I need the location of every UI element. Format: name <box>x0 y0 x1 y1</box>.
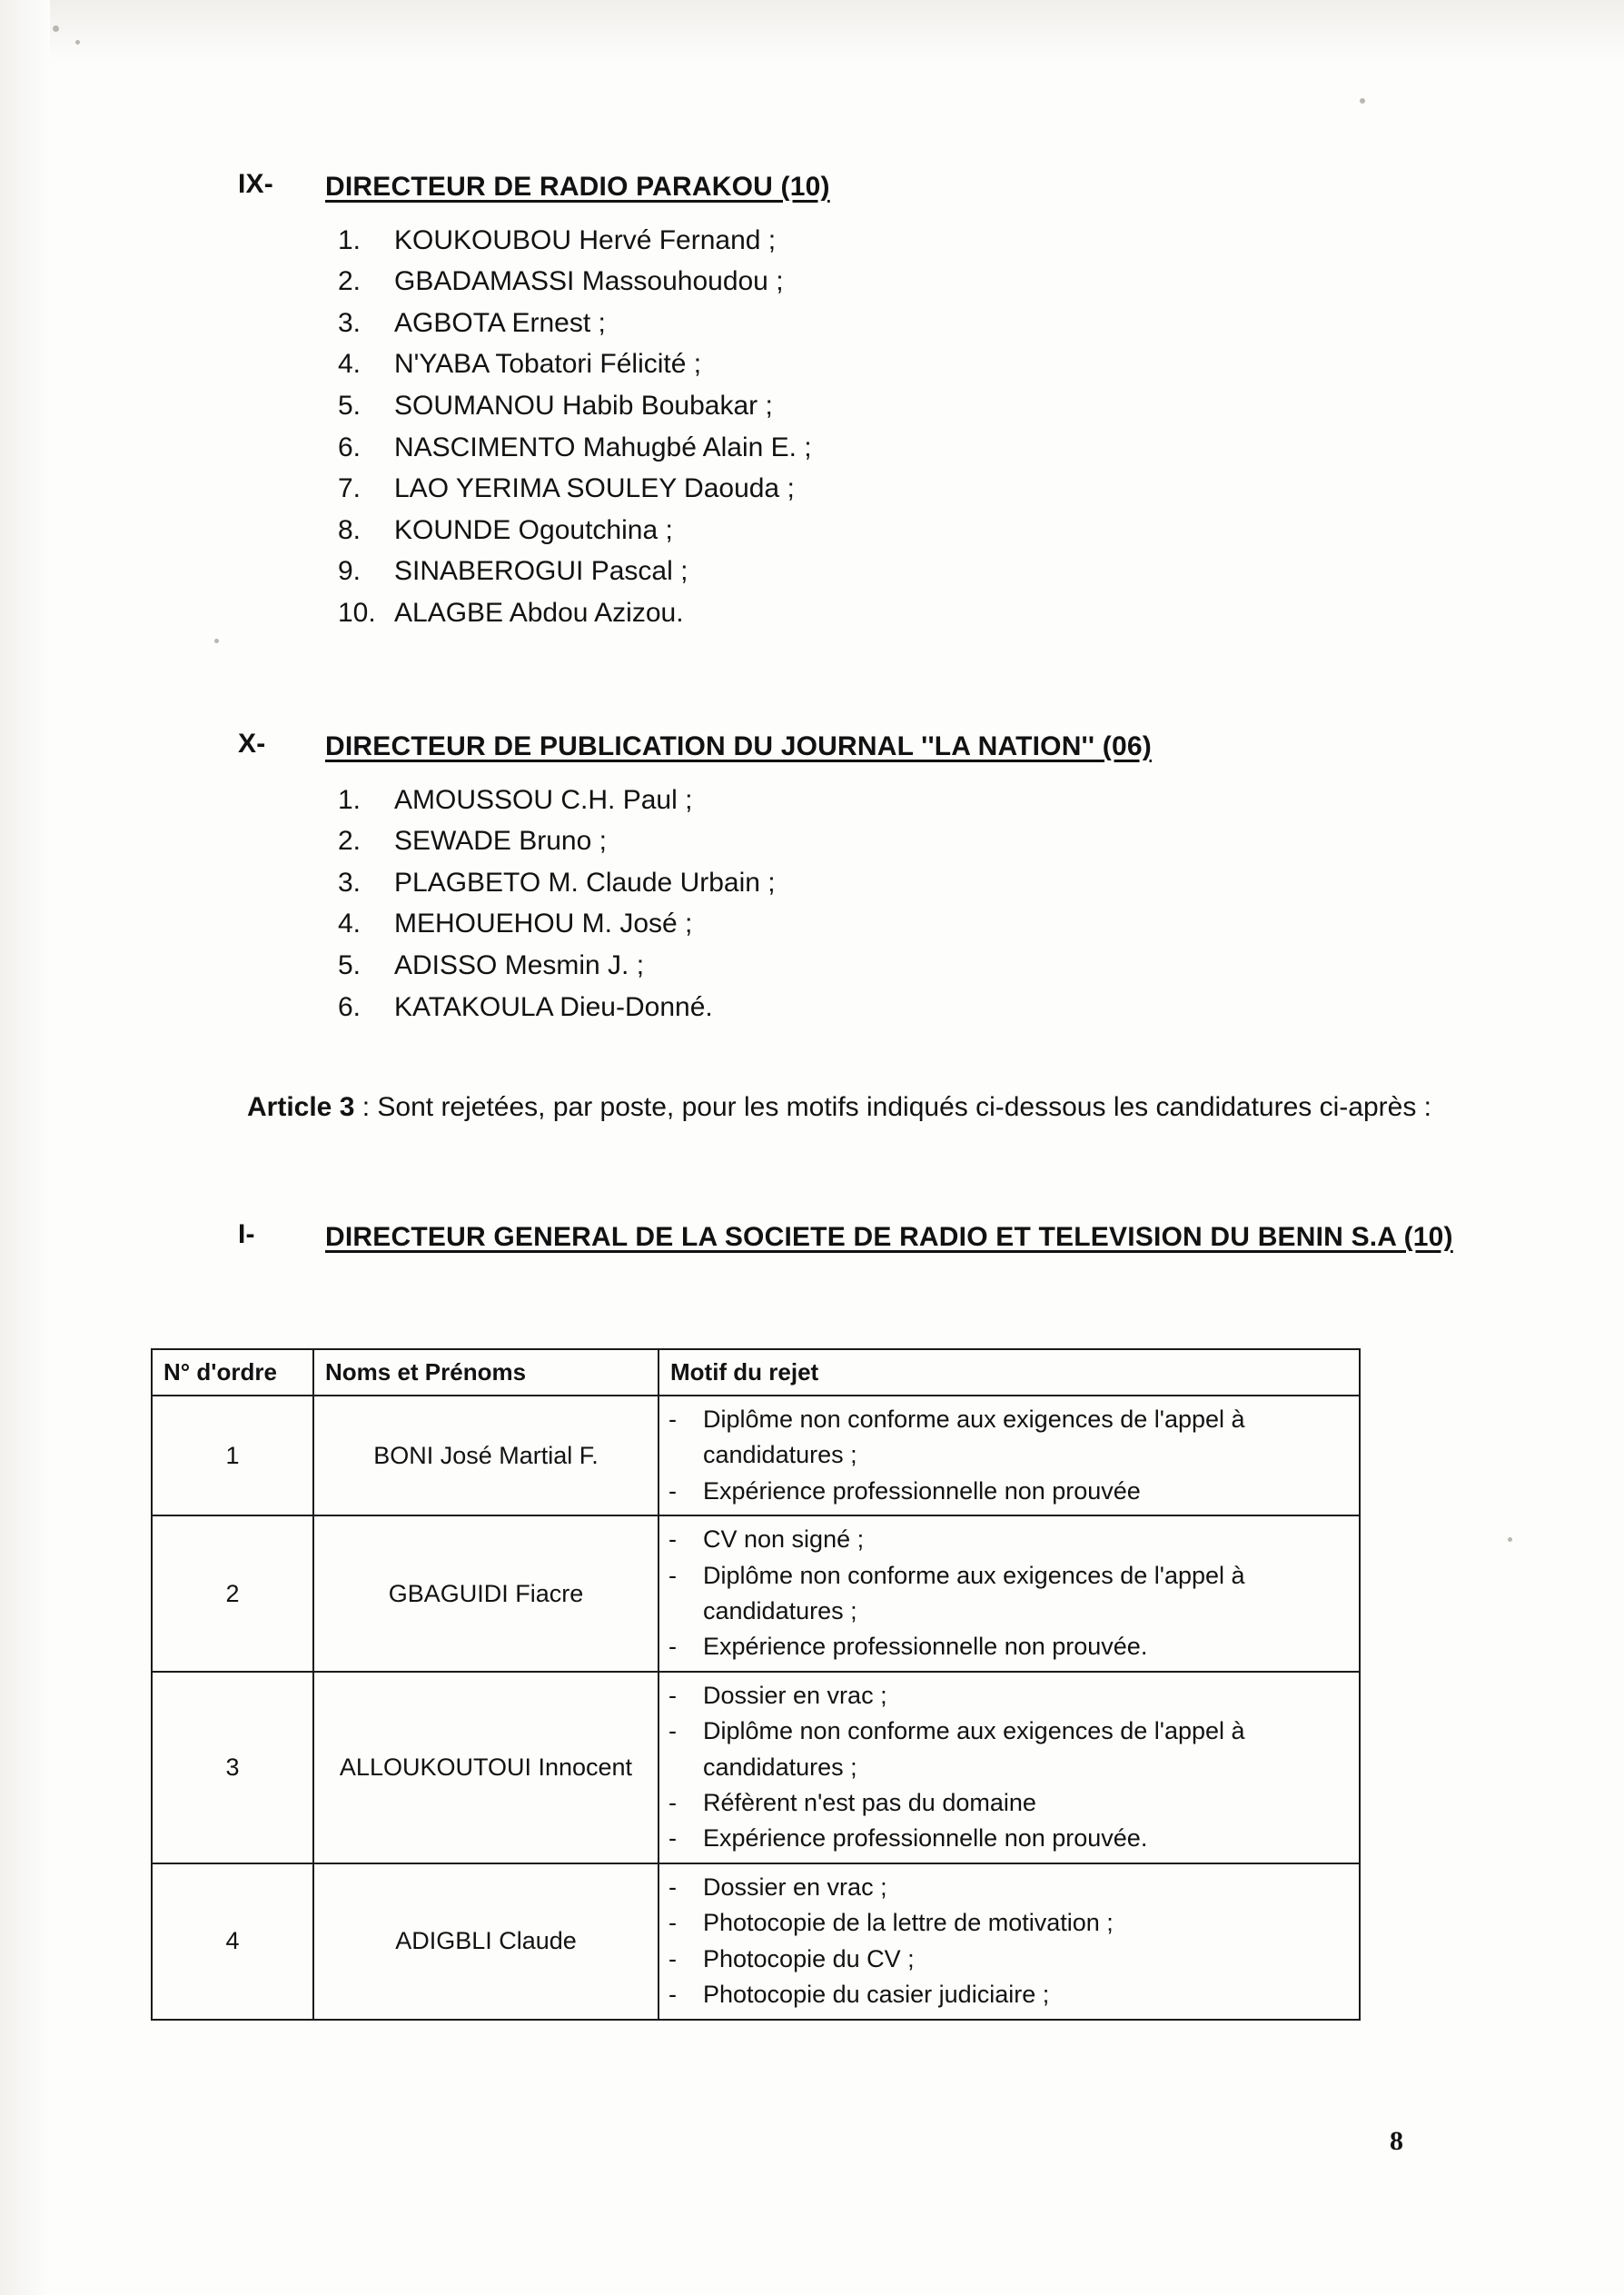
list-item <box>238 592 1510 634</box>
list-item <box>238 987 1555 1028</box>
motif-item <box>668 1977 1350 2012</box>
section-title: DIRECTEUR GENERAL DE LA SOCIETE DE RADIO ET TELEVISION DU BENIN S.A (10) <box>325 1222 1453 1252</box>
column-header-names: Noms et Prénoms <box>313 1349 659 1396</box>
motif-item <box>668 1474 1350 1509</box>
list-item <box>238 820 1555 862</box>
motif-item <box>668 1870 1350 1905</box>
cell-name: ALLOUKOUTOUI Innocent <box>313 1672 659 1863</box>
section-heading-ix <box>238 169 1510 205</box>
cell-motif <box>659 1863 1360 2020</box>
motif-text: Diplôme non conforme aux exigences de l'appel à candidatures ; <box>703 1561 1245 1625</box>
column-header-motif: Motif du rejet <box>659 1349 1360 1396</box>
cell-name: ADIGBLI Claude <box>313 1863 659 2020</box>
list-item <box>238 220 1510 262</box>
dash-bullet-icon: - <box>668 1406 677 1433</box>
cell-name: BONI José Martial F. <box>313 1396 659 1515</box>
motif-item <box>668 1522 1350 1557</box>
motif-text: Dossier en vrac ; <box>703 1681 887 1709</box>
motif-item <box>668 1785 1350 1821</box>
table-row <box>152 1396 1360 1515</box>
candidate-name: KOUNDE Ogoutchina ; <box>394 514 673 545</box>
table-row <box>152 1672 1360 1863</box>
list-index: 4. <box>338 349 361 380</box>
candidate-name: KATAKOULA Dieu-Donné. <box>394 991 713 1022</box>
dash-bullet-icon: - <box>668 1789 677 1817</box>
list-index: 6. <box>338 991 361 1022</box>
candidate-name: N'YABA Tobatori Félicité ; <box>394 349 702 380</box>
motif-list <box>668 1678 1350 1857</box>
cell-motif <box>659 1515 1360 1672</box>
dash-bullet-icon: - <box>668 1717 677 1745</box>
dash-bullet-icon: - <box>668 1944 677 1972</box>
list-index: 5. <box>338 949 361 980</box>
dash-bullet-icon: - <box>668 1633 677 1661</box>
cell-order: 4 <box>152 1863 313 2020</box>
list-index: 8. <box>338 514 361 545</box>
list-item <box>238 468 1510 510</box>
motif-item <box>668 1678 1350 1714</box>
motif-item <box>668 1402 1350 1474</box>
motif-text: Expérience professionnelle non prouvée. <box>703 1824 1148 1853</box>
dash-bullet-icon: - <box>668 1561 677 1589</box>
dash-bullet-icon: - <box>668 1873 677 1901</box>
motif-item <box>668 1905 1350 1941</box>
motif-item <box>668 1714 1350 1785</box>
candidate-name: ALAGBE Abdou Azizou. <box>394 597 684 628</box>
motif-text: Photocopie du casier judiciaire ; <box>703 1981 1050 2009</box>
dash-bullet-icon: - <box>668 1681 677 1709</box>
list-index: 6. <box>338 432 361 462</box>
table-row <box>152 1515 1360 1672</box>
candidate-name: NASCIMENTO Mahugbé Alain E. ; <box>394 432 812 462</box>
dash-bullet-icon: - <box>668 1824 677 1853</box>
candidate-list-ix <box>238 220 1510 634</box>
section-title: DIRECTEUR DE PUBLICATION DU JOURNAL ''LA NATION'' (06) <box>325 731 1152 761</box>
candidate-name: SEWADE Bruno ; <box>394 826 607 857</box>
rejected-candidates-table <box>151 1348 1361 2021</box>
list-item <box>238 903 1555 945</box>
section-heading-rejected-i <box>238 1219 1491 1256</box>
list-index: 1. <box>338 224 361 255</box>
list-index: 10. <box>338 597 376 628</box>
motif-text: Diplôme non conforme aux exigences de l'appel à candidatures ; <box>703 1406 1245 1469</box>
motif-text: Photocopie de la lettre de motivation ; <box>703 1909 1114 1937</box>
article-label: Article 3 <box>247 1092 355 1122</box>
cell-motif <box>659 1672 1360 1863</box>
motif-item <box>668 1821 1350 1856</box>
candidate-name: GBADAMASSI Massouhoudou ; <box>394 266 784 297</box>
motif-list <box>668 1870 1350 2013</box>
section-numeral: IX- <box>238 169 273 199</box>
cell-name: GBAGUIDI Fiacre <box>313 1515 659 1672</box>
table-row <box>152 1863 1360 2020</box>
cell-order: 2 <box>152 1515 313 1672</box>
section-heading-x <box>238 729 1555 765</box>
cell-motif <box>659 1396 1360 1515</box>
list-item <box>238 385 1510 427</box>
candidate-list-x <box>238 780 1555 1028</box>
candidate-name: SOUMANOU Habib Boubakar ; <box>394 390 773 421</box>
list-item <box>238 303 1510 344</box>
motif-text: CV non signé ; <box>703 1525 865 1554</box>
motif-list <box>668 1402 1350 1509</box>
list-index: 2. <box>338 826 361 857</box>
list-index: 9. <box>338 556 361 587</box>
dash-bullet-icon: - <box>668 1981 677 2009</box>
candidate-name: AGBOTA Ernest ; <box>394 307 606 338</box>
motif-text: Diplôme non conforme aux exigences de l'appel à candidatures ; <box>703 1717 1245 1781</box>
motif-text: Expérience professionnelle non prouvée <box>703 1476 1141 1505</box>
candidate-name: MEHOUEHOU M. José ; <box>394 909 693 939</box>
list-index: 4. <box>338 909 361 939</box>
motif-text: Dossier en vrac ; <box>703 1873 887 1901</box>
list-item <box>238 945 1555 987</box>
section-title: DIRECTEUR DE RADIO PARAKOU (10) <box>325 172 830 202</box>
list-index: 3. <box>338 307 361 338</box>
list-item <box>238 862 1555 904</box>
list-item <box>238 261 1510 303</box>
motif-text: Réfèrent n'est pas du domaine <box>703 1789 1036 1817</box>
motif-item <box>668 1558 1350 1630</box>
candidate-name: AMOUSSOU C.H. Paul ; <box>394 784 693 815</box>
candidate-name: LAO YERIMA SOULEY Daouda ; <box>394 473 795 504</box>
table-header-row <box>152 1349 1360 1396</box>
list-item <box>238 551 1510 592</box>
list-index: 5. <box>338 390 361 421</box>
motif-text: Photocopie du CV ; <box>703 1944 915 1972</box>
motif-text: Expérience professionnelle non prouvée. <box>703 1633 1148 1661</box>
list-index: 2. <box>338 266 361 297</box>
column-header-order: N° d'ordre <box>152 1349 313 1396</box>
list-index: 3. <box>338 867 361 898</box>
list-item <box>238 510 1510 551</box>
cell-order: 3 <box>152 1672 313 1863</box>
dash-bullet-icon: - <box>668 1525 677 1554</box>
dash-bullet-icon: - <box>668 1476 677 1505</box>
candidate-name: PLAGBETO M. Claude Urbain ; <box>394 867 776 898</box>
section-numeral: I- <box>238 1219 255 1249</box>
list-index: 7. <box>338 473 361 504</box>
article-body: : Sont rejetées, par poste, pour les motifs indiqués ci-dessous les candidatures ci-après : <box>354 1092 1431 1122</box>
candidate-name: KOUKOUBOU Hervé Fernand ; <box>394 224 777 255</box>
candidate-name: SINABEROGUI Pascal ; <box>394 556 688 587</box>
candidate-name: ADISSO Mesmin J. ; <box>394 949 645 980</box>
motif-item <box>668 1629 1350 1664</box>
cell-order: 1 <box>152 1396 313 1515</box>
section-numeral: X- <box>238 729 266 759</box>
article-3-paragraph <box>193 1087 1455 1129</box>
list-item <box>238 780 1555 821</box>
motif-item <box>668 1942 1350 1977</box>
dash-bullet-icon: - <box>668 1909 677 1937</box>
motif-list <box>668 1522 1350 1665</box>
page-number: 8 <box>1390 2126 1403 2156</box>
list-item <box>238 427 1510 469</box>
list-item <box>238 343 1510 385</box>
list-index: 1. <box>338 784 361 815</box>
